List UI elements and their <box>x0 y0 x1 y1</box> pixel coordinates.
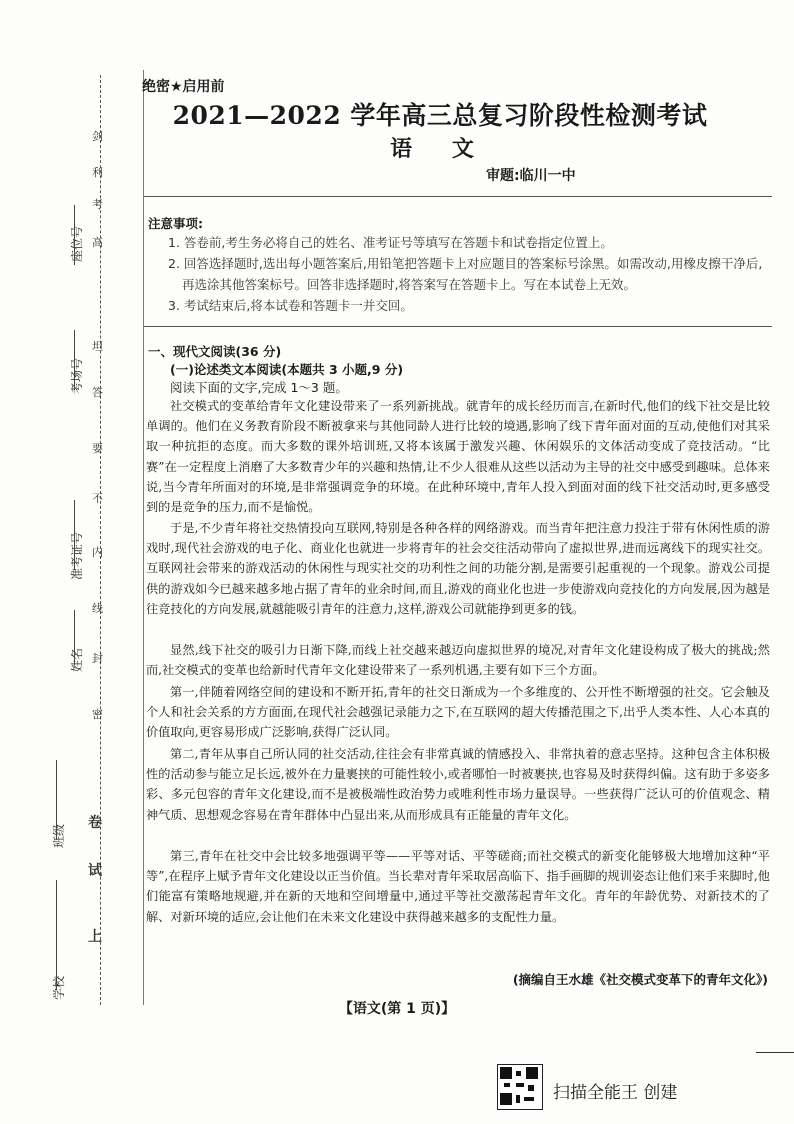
binding-column-char: 封 <box>92 652 103 665</box>
binding-column-char: 利 <box>92 166 103 179</box>
admission-number-line <box>74 500 75 570</box>
binding-column-char: 卷 <box>88 815 102 831</box>
binding-column-char: 内 <box>92 546 103 559</box>
seat-number-line <box>74 205 75 265</box>
binding-column-char: 上 <box>88 929 102 945</box>
school-label: 学校 <box>52 975 66 1000</box>
notice-item: 2. 回答选择题时,选出每小题答案后,用铅笔把答题卡上对应题目的答案标号涂黑。如需改动,用橡皮擦干净后,再选涂其他答案标号。回答非选择题时,将答案写在答题卡上。写在本试卷上无效。 <box>168 256 763 292</box>
passage-paragraph: 第二,青年从事自己所认同的社交活动,往往会有非常真诚的情感投入、非常执着的意志坚持。这种包含主体积极性的活动参与能立足长远,被外在力量裹挟的可能性较小,或者哪怕一时被裹挟,也容易及时获得纠偏。这有助于多姿多彩、多元包容的青年文化建设,而不是被极端性政治势力或唯利性市场力量误导。一些获得广泛认可的价值观念、精神气质、思想观念容易在青年群体中凸显出来,从而形成具有正能量的青年文化。 <box>146 747 770 822</box>
binding-column-char: 剑 <box>92 130 103 143</box>
notice-item: 3. 考试结束后,将本试卷和答题卡一并交回。 <box>168 298 413 313</box>
page-footer: 【语文(第 1 页)】 <box>338 1001 456 1017</box>
notice-bottom-rule <box>144 326 772 327</box>
notice-item: 1. 答卷前,考生务必将自己的姓名、准考证号等填写在答题卡和试卷指定位置上。 <box>168 235 613 250</box>
name-label: 姓名 <box>70 647 84 672</box>
binding-column-char: 线 <box>92 602 103 615</box>
admission-number-label: 准考证号 <box>70 531 84 580</box>
binding-column-char: 答 <box>92 386 103 399</box>
binding-column-char: 坦 <box>92 340 103 353</box>
notice-title: 注意事项: <box>148 216 203 231</box>
source-citation: (摘编自王水雄《社交模式变革下的青年文化》) <box>512 972 768 987</box>
passage-paragraph: 社交模式的变革给青年文化建设带来了一系列新挑战。就青年的成长经历而言,在新时代,他们的线下社交是比较单调的。他们在义务教育阶段不断被拿来与其他同龄人进行比较的境遇,影响了线下青年面对面的互动,使他们对其采取一种抗拒的态度。而大多数的课外培训班,又将本该属于激发兴趣、休闲娱乐的文体活动变成了竞技活动。“比赛”在一定程度上消磨了大多数青少年的兴趣和热情,让不少人很难从这些以活动为主导的社交中感受到趣味。总体来说,当今青年所面对的环境,是非常强调竞争的环境。在此种环境中,青年人投入到面对面的线下社交活动时,更多感受到的是竞争的压力,而不是愉悦。 <box>146 399 770 515</box>
binding-column-char: 高 <box>92 236 103 249</box>
top-secret-label: 绝密★启用前 <box>142 79 225 95</box>
reading-instruction: 阅读下面的文字,完成 1～3 题。 <box>170 380 348 395</box>
section-title: 一、现代文阅读(36 分) <box>148 344 282 359</box>
passage-paragraph: 第三,青年在社交中会比较多地强调平等——平等对话、平等磋商;而社交模式的新变化能够极大地增加这种“平等”,在程序上赋予青年文化建设以正当价值。当长辈对青年采取居高临下、指手画脚的规训姿态让他们来手来脚时,他们能富有策略地规避,并在新的天地和空间增量中,通过平等社交激荡起青年文化。青年的年龄优势、对新技术的了解、对新环境的适应,会让他们在未来文化建设中获得越来越多的支配性力量。 <box>146 849 770 924</box>
exam-room-line <box>74 330 75 390</box>
subsection-title: (一)论述类文本阅读(本题共 3 小题,9 分) <box>170 362 404 377</box>
reviewer-label: 审题:临川一中 <box>486 168 576 184</box>
passage-paragraph: 第一,伴随着网络空间的建设和不断开拓,青年的社交日渐成为一个多维度的、公开性不断增强的社交。它会触及个人和社会关系的方方面面,在现代社会越强记录能力之下,在互联网的超大传播范围之下,出乎人类本性、人心本真的价值取向,更容易形成广泛影响,获得广泛认同。 <box>146 685 770 740</box>
binding-column-char: 试 <box>88 863 102 879</box>
binding-column-char: 不 <box>92 492 103 505</box>
binding-column-char: 考 <box>92 198 103 211</box>
subject-title: 语 文 <box>390 136 490 162</box>
school-line <box>56 880 57 990</box>
binding-column-char: 密 <box>92 708 103 721</box>
scanner-watermark: 扫描全能王 创建 <box>553 1083 678 1103</box>
passage-paragraph: 显然,线下社交的吸引力日渐下降,而线上社交越来越迈向虚拟世界的境况,对青年文化建设构成了极大的挑战;然而,社交模式的变革也给新时代青年文化建设带来了一系列机遇,主要有如下三个方面。 <box>146 643 770 678</box>
binding-solid-line <box>143 70 144 1005</box>
class-line <box>56 760 57 840</box>
exam-title: 2021—2022 学年高三总复习阶段性检测考试 <box>172 101 708 130</box>
passage-paragraph: 于是,不少青年将社交热情投向互联网,特别是各种各样的网络游戏。而当青年把注意力投注于带有休闲性质的游戏时,现代社会游戏的电子化、商业化也就进一步将青年的社会交往活动带向了虚拟世界,进而远离线下的现实社交。互联网社会带来的游戏活动的休闲性与现实社交的功利性之间的功能分割,是需要引起重视的一个现象。游戏公司提供的游戏如今已越来越多地占据了青年的业余时间,而且,游戏的商业化也进一步使游戏向竞技化的方向发展,因为越是往竞技化的方向发展,就越能吸引青年的注意力,这样,游戏公司就能挣到更多的钱。 <box>146 521 770 616</box>
notice-top-rule <box>144 196 772 197</box>
corner-rule <box>756 1052 794 1053</box>
name-line <box>74 610 75 665</box>
seat-number-label: 座位号 <box>70 225 84 262</box>
exam-room-label: 考场号 <box>70 357 84 394</box>
class-label: 班级 <box>52 823 66 848</box>
qr-code-icon <box>497 1064 543 1110</box>
binding-column-char: 要 <box>92 442 103 455</box>
